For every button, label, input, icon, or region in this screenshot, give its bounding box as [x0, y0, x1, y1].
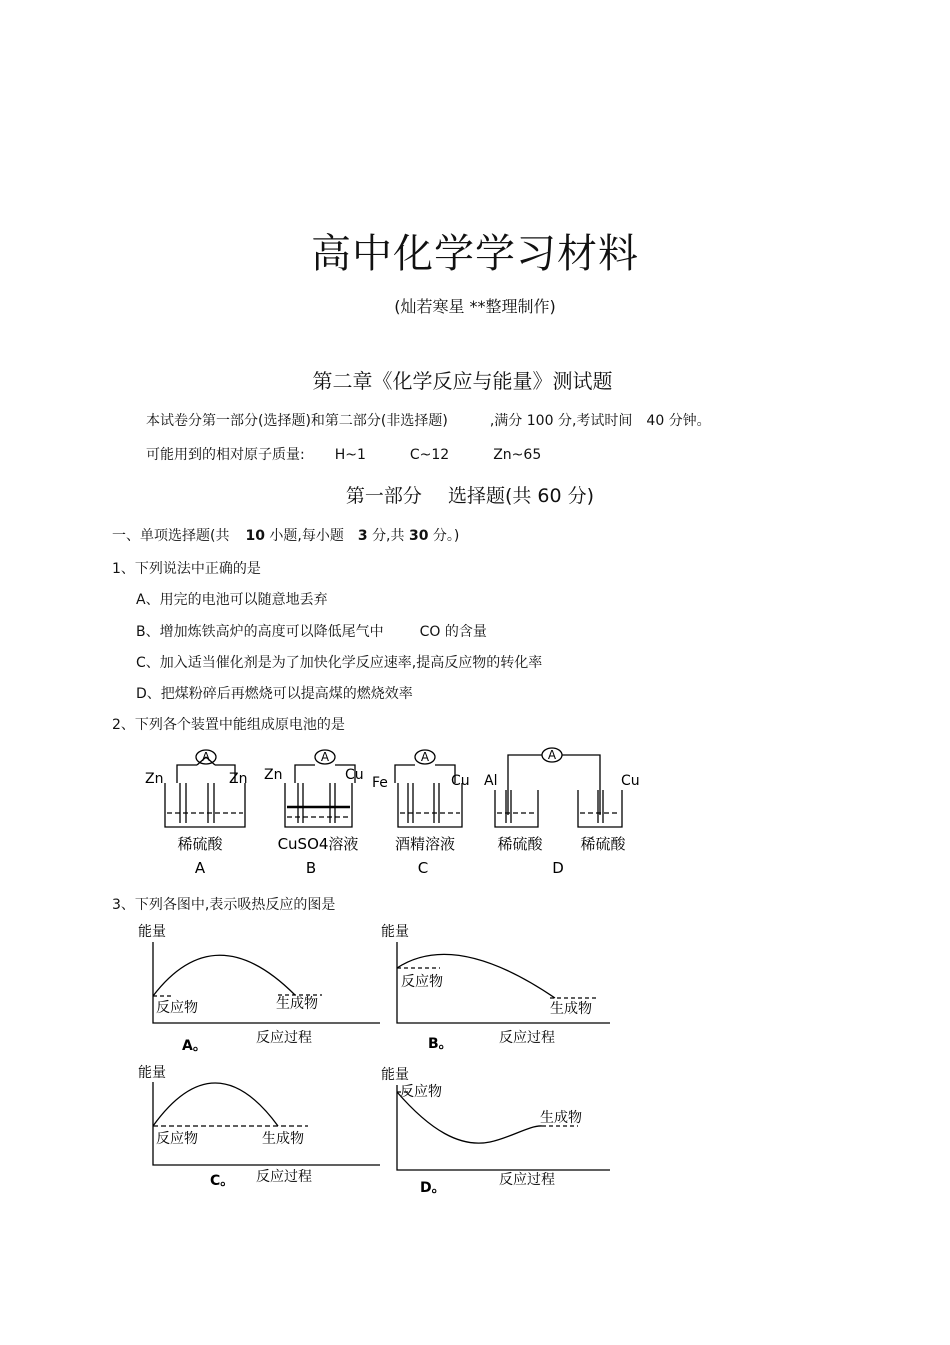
question-3-stem: 3、下列各图中,表示吸热反应的图是 — [112, 897, 336, 913]
cell-b-left-electrode: Zn — [264, 767, 283, 783]
energy-diagram-figure — [130, 920, 630, 1200]
graph-d-ylabel: 能量 — [381, 1067, 409, 1083]
graph-d-option: D。 — [420, 1180, 446, 1196]
atomic-mass-line: 可能用到的相对原子质量: H~1 C~12 Zn~65 — [146, 447, 542, 463]
cell-a-right-electrode: Zn — [229, 771, 248, 787]
cell-d-left-electrode: Al — [484, 773, 498, 789]
graph-a-option: A。 — [182, 1038, 207, 1054]
cell-a-solution: 稀硫酸 — [177, 835, 223, 853]
ammeter-label-a: A — [201, 750, 211, 764]
cell-a-left-electrode: Zn — [145, 771, 164, 787]
part-one-heading: 第一部分 选择题(共 60 分) — [345, 485, 595, 507]
graph-c-product: 生成物 — [262, 1131, 304, 1147]
galvanic-cell-figure — [140, 745, 650, 880]
chapter-heading: 第二章《化学反应与能量》测试题 — [312, 369, 613, 393]
graph-a-xlabel: 反应过程 — [256, 1030, 312, 1046]
exam-intro: 本试卷分第一部分(选择题)和第二部分(非选择题) ,满分 100 分,考试时间 40 分钟。 — [146, 413, 711, 429]
ammeter-label-d: A — [547, 748, 557, 762]
graph-d-reactant: 反应物 — [400, 1084, 442, 1100]
cell-d-apparatus — [495, 748, 622, 827]
graph-c-option: C。 — [210, 1173, 235, 1189]
graph-c-reactant: 反应物 — [156, 1131, 198, 1147]
question-1-option-c: C、加入适当催化剂是为了加快化学反应速率,提高反应物的转化率 — [136, 655, 543, 671]
graph-b-reactant: 反应物 — [401, 974, 443, 990]
graph-b-product: 生成物 — [550, 1001, 592, 1017]
graph-b-option: B。 — [428, 1036, 453, 1052]
ammeter-label-c: A — [420, 750, 430, 764]
graph-b-ylabel: 能量 — [381, 924, 409, 940]
cell-c-left-electrode: Fe — [372, 775, 388, 791]
cell-b-option: B — [305, 859, 317, 877]
graph-a-ylabel: 能量 — [138, 924, 166, 940]
cell-a-option: A — [194, 859, 206, 877]
graph-c-curve — [153, 1082, 380, 1165]
cell-c-solution: 酒精溶液 — [394, 835, 456, 853]
graph-c-xlabel: 反应过程 — [256, 1169, 312, 1185]
graph-a-reactant: 反应物 — [156, 1000, 198, 1016]
cell-d-option: D — [552, 859, 564, 877]
cell-b-solution: CuSO4溶液 — [277, 835, 359, 853]
question-1-option-a: A、用完的电池可以随意地丢弃 — [136, 592, 328, 608]
question-1-option-b: B、增加炼铁高炉的高度可以降低尾气中 CO 的含量 — [136, 624, 487, 640]
document-subtitle: (灿若寒星 **整理制作) — [394, 297, 556, 316]
cell-c-right-electrode: Cu — [451, 773, 470, 789]
question-1-stem: 1、下列说法中正确的是 — [112, 561, 261, 577]
graph-a-product: 生成物 — [276, 996, 318, 1012]
cell-d-right-solution: 稀硫酸 — [580, 835, 626, 853]
section-one-heading: 一、单项选择题(共 10 小题,每小题 3 分,共 30 分。) — [112, 528, 460, 544]
question-2-stem: 2、下列各个装置中能组成原电池的是 — [112, 717, 345, 733]
graph-d-product: 生成物 — [540, 1110, 582, 1126]
cell-b-right-electrode: Cu — [345, 767, 364, 783]
cell-c-option: C — [417, 859, 429, 877]
graph-b-xlabel: 反应过程 — [499, 1030, 555, 1046]
graph-d-xlabel: 反应过程 — [499, 1172, 555, 1188]
question-1-option-d: D、把煤粉碎后再燃烧可以提高煤的燃烧效率 — [136, 686, 413, 702]
ammeter-label-b: A — [320, 750, 330, 764]
cell-d-left-solution: 稀硫酸 — [497, 835, 543, 853]
graph-c-ylabel: 能量 — [138, 1065, 166, 1081]
cell-d-right-electrode: Cu — [621, 773, 640, 789]
document-title: 高中化学学习材料 — [311, 231, 639, 277]
